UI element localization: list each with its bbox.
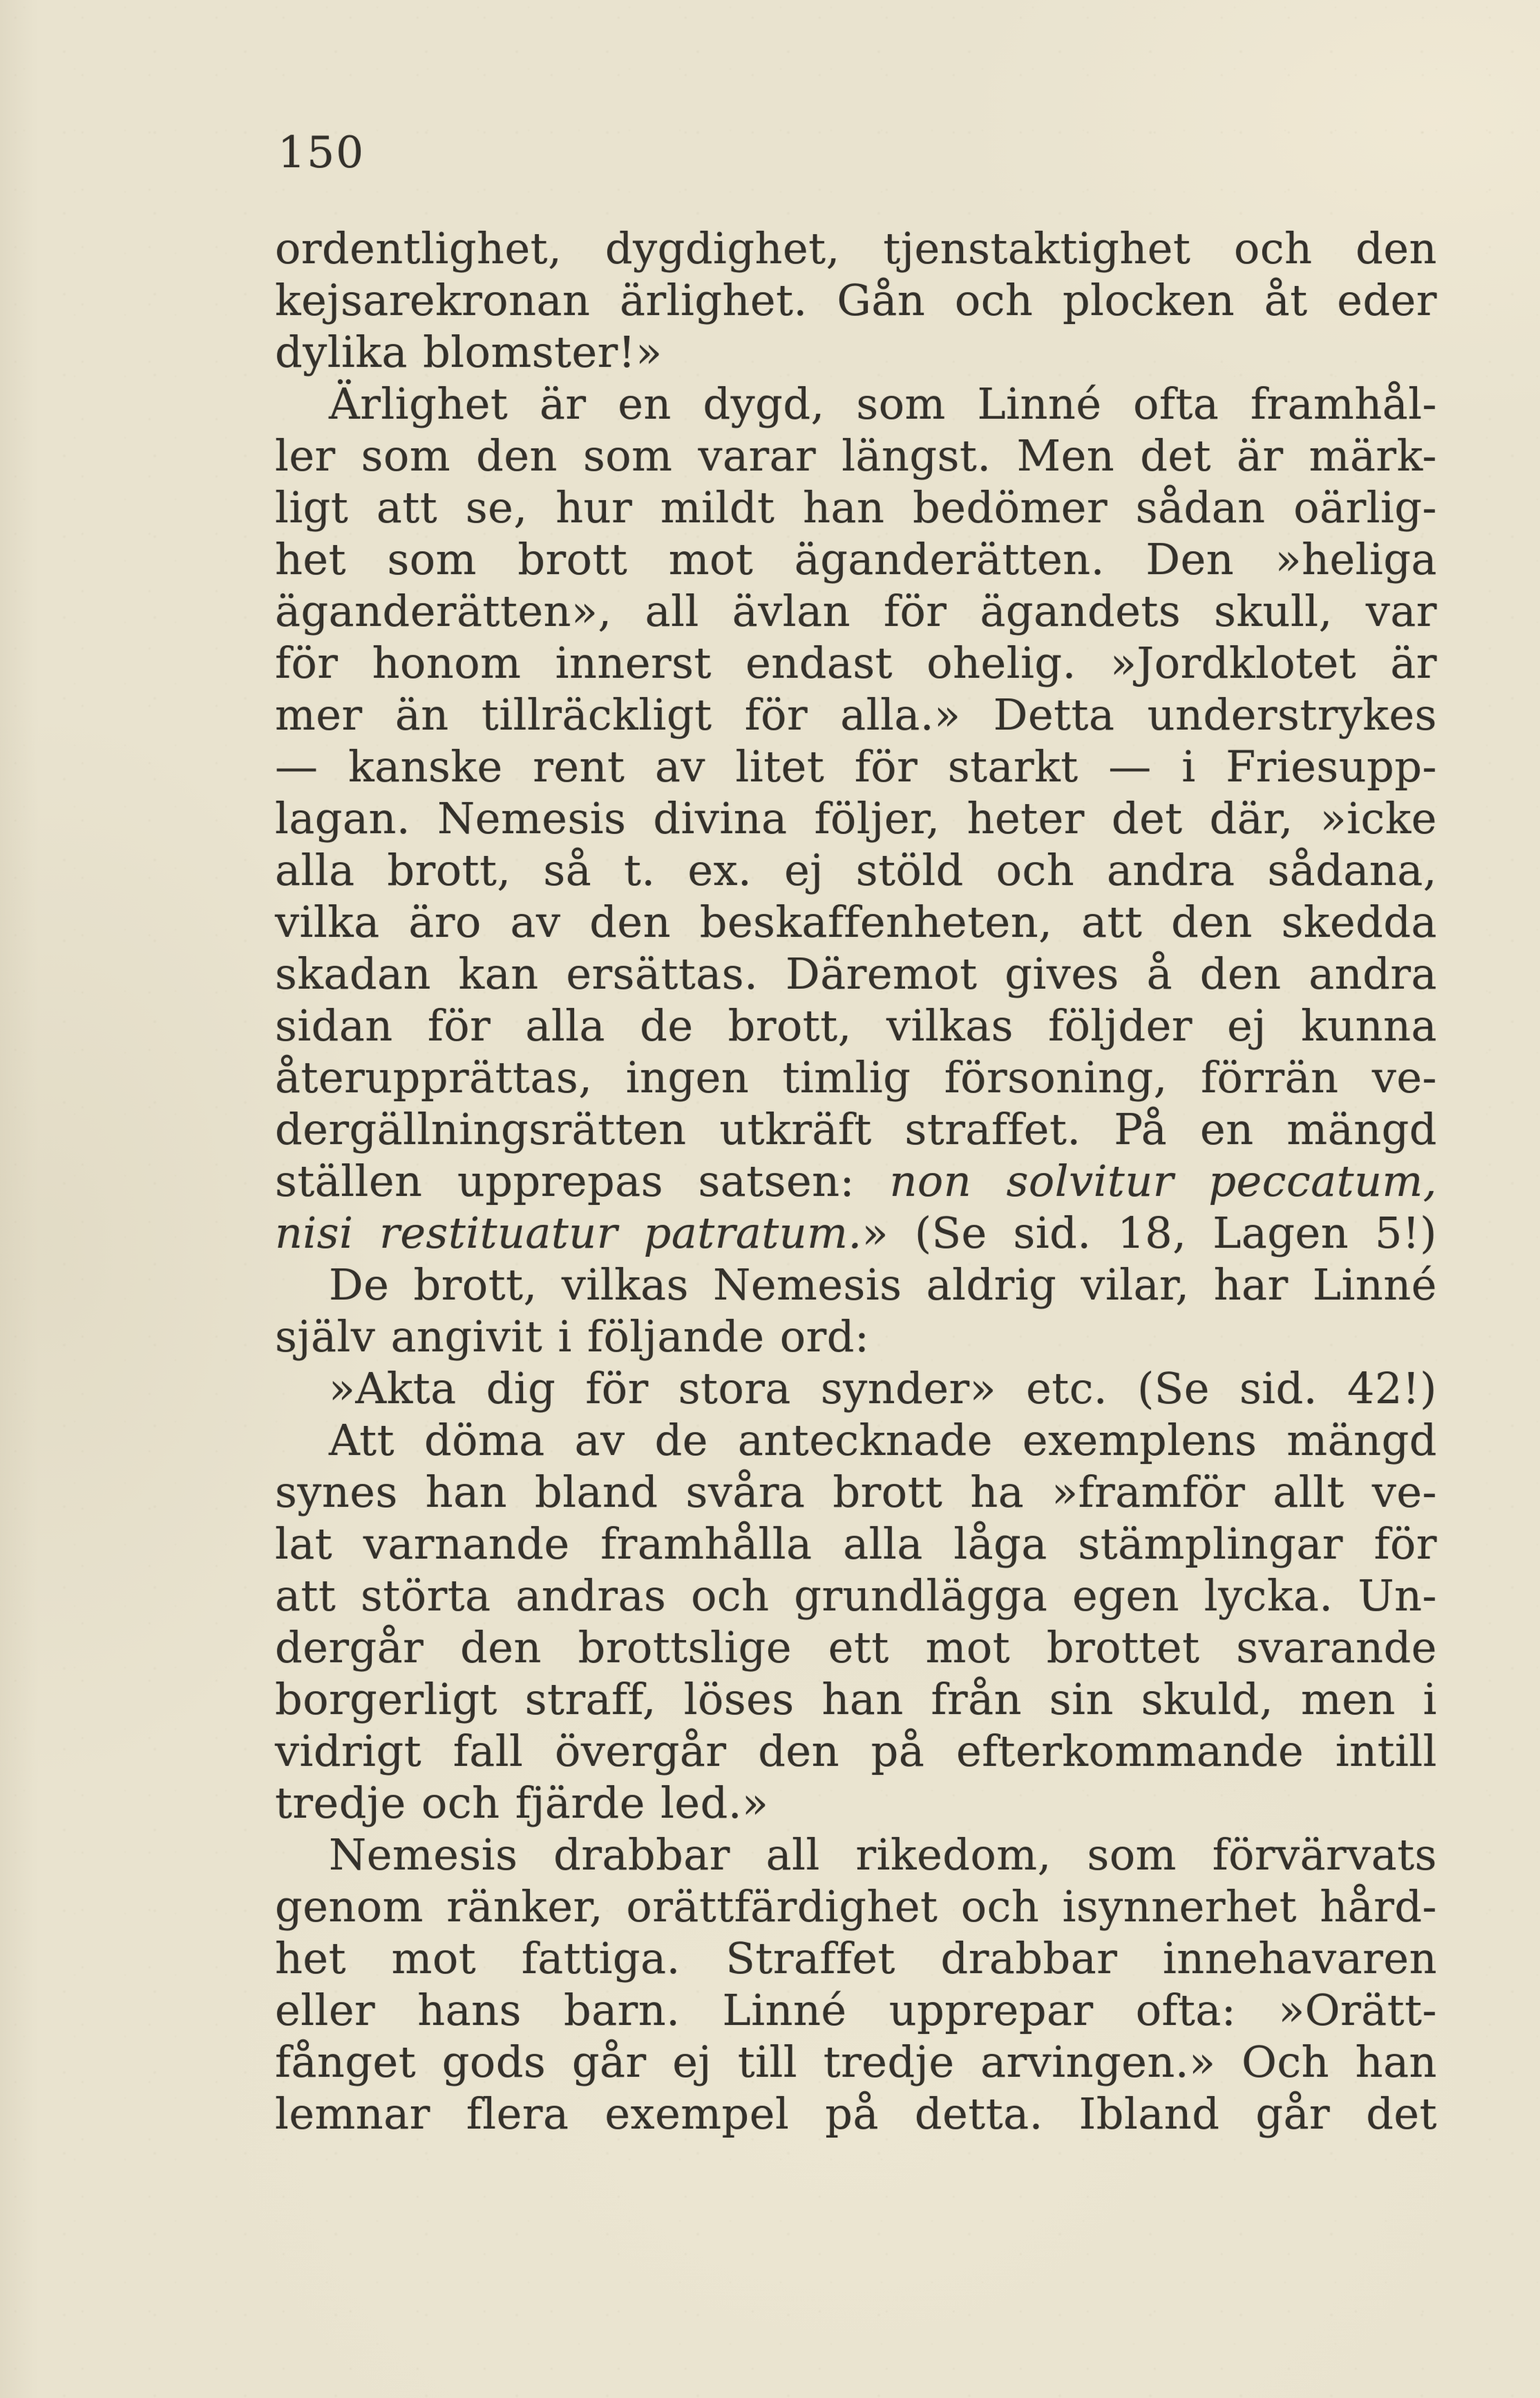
text-segment: Att döma av de antecknade exemplens mängd	[329, 1415, 1437, 1465]
text-segment: ordentlighet, dygdighet, tjenstaktighet och den	[275, 223, 1437, 274]
text-line	[275, 430, 1437, 482]
text-segment: Nemesis drabbar all rikedom, som förvärvats	[329, 1829, 1437, 1880]
text-line	[275, 1881, 1437, 1932]
text-line	[275, 274, 1437, 326]
text-line	[275, 844, 1437, 896]
text-line	[275, 1311, 1437, 1362]
text-segment: genom ränker, orättfärdighet och isynnerhet hård-	[275, 1881, 1437, 1932]
text-segment: vilka äro av den beskaffenheten, att den skedda	[275, 897, 1437, 947]
text-segment: De brott, vilkas Nemesis aldrig vilar, har Linné	[329, 1259, 1437, 1310]
text-line	[275, 326, 1437, 378]
text-segment: alla brott, så t. ex. ej stöld och andra sådana,	[275, 845, 1437, 895]
text-segment: het som brott mot äganderätten. Den »heliga	[275, 534, 1437, 584]
text-segment: het mot fattiga. Straffet drabbar innehavaren	[275, 1933, 1437, 1983]
text-line	[275, 1259, 1437, 1311]
text-segment: sidan för alla de brott, vilkas följder ej kunna	[275, 1000, 1437, 1051]
text-line	[275, 792, 1437, 844]
text-line	[275, 482, 1437, 533]
text-line	[275, 585, 1437, 637]
text-line	[275, 1829, 1437, 1881]
text-segment: dergällningsrätten utkräft straffet. På en mängd	[275, 1104, 1437, 1154]
text-segment: skadan kan ersättas. Däremot gives å den andra	[275, 949, 1437, 999]
italic-text-segment: non solvitur peccatum,	[889, 1156, 1438, 1206]
text-segment: återupprättas, ingen timlig försoning, förrän ve-	[275, 1052, 1437, 1103]
text-segment: Ärlighet är en dygd, som Linné ofta framhål-	[329, 379, 1437, 429]
text-segment: äganderätten», all ävlan för ägandets skull, var	[275, 586, 1437, 636]
page-number: 150	[278, 127, 365, 178]
text-segment: dylika blomster!»	[275, 327, 663, 377]
text-segment: dergår den brottslige ett mot brottet svarande	[275, 1622, 1437, 1673]
text-line	[275, 533, 1437, 585]
text-line	[275, 1777, 1437, 1829]
text-segment: själv angivit i följande ord:	[275, 1311, 870, 1362]
text-line	[275, 2088, 1437, 2140]
text-segment: ligt att se, hur mildt han bedömer sådan oärlig-	[275, 482, 1437, 533]
text-line	[275, 2036, 1437, 2088]
text-line	[275, 1570, 1437, 1621]
text-line	[275, 948, 1437, 1000]
text-line	[275, 1984, 1437, 2036]
text-segment: ställen upprepas satsen:	[275, 1156, 890, 1206]
text-line	[275, 1051, 1437, 1103]
text-segment: — kanske rent av litet för starkt — i Friesupp-	[275, 741, 1437, 792]
text-line	[275, 1621, 1437, 1673]
text-segment: att störta andras och grundlägga egen lycka. Un-	[275, 1570, 1437, 1621]
text-segment: synes han bland svåra brott ha »framför allt ve-	[275, 1467, 1437, 1517]
text-segment: ler som den som varar längst. Men det är märk-	[275, 430, 1437, 481]
text-segment: »Akta dig för stora synder» etc. (Se sid. 42!)	[329, 1363, 1437, 1414]
text-segment: lagan. Nemesis divina följer, heter det där, »icke	[275, 793, 1437, 844]
text-line	[275, 1207, 1437, 1259]
text-segment: lemnar flera exempel på detta. Ibland går det	[275, 2088, 1437, 2139]
text-block	[275, 222, 1437, 2140]
text-line	[275, 378, 1437, 430]
text-line	[275, 1466, 1437, 1518]
text-line	[275, 1000, 1437, 1051]
text-line	[275, 1518, 1437, 1570]
text-line	[275, 637, 1437, 689]
text-line	[275, 741, 1437, 792]
text-segment: eller hans barn. Linné upprepar ofta: »Orätt-	[275, 1985, 1437, 2035]
text-segment: för honom innerst endast ohelig. »Jordklotet är	[275, 638, 1437, 688]
text-line	[275, 1725, 1437, 1777]
text-line	[275, 1932, 1437, 1984]
text-line	[275, 1414, 1437, 1466]
text-segment: kejsarekronan ärlighet. Gån och plocken åt eder	[275, 275, 1437, 325]
text-line	[275, 896, 1437, 948]
text-line	[275, 1155, 1437, 1207]
text-segment: fånget gods går ej till tredje arvingen.» Och han	[275, 2037, 1437, 2087]
text-line	[275, 1362, 1437, 1414]
text-segment: mer än tillräckligt för alla.» Detta understrykes	[275, 689, 1437, 740]
text-line	[275, 1673, 1437, 1725]
text-segment: tredje och fjärde led.»	[275, 1778, 769, 1828]
text-line	[275, 689, 1437, 741]
text-line	[275, 1103, 1437, 1155]
text-segment: lat varnande framhålla alla låga stämplingar för	[275, 1519, 1437, 1569]
text-segment: vidrigt fall övergår den på efterkommande intill	[275, 1726, 1437, 1776]
italic-text-segment: nisi restituatur patratum.	[275, 1208, 862, 1258]
text-line	[275, 222, 1437, 274]
text-segment: » (Se sid. 18, Lagen 5!)	[862, 1208, 1437, 1258]
text-segment: borgerligt straff, löses han från sin skuld, men i	[275, 1674, 1437, 1724]
